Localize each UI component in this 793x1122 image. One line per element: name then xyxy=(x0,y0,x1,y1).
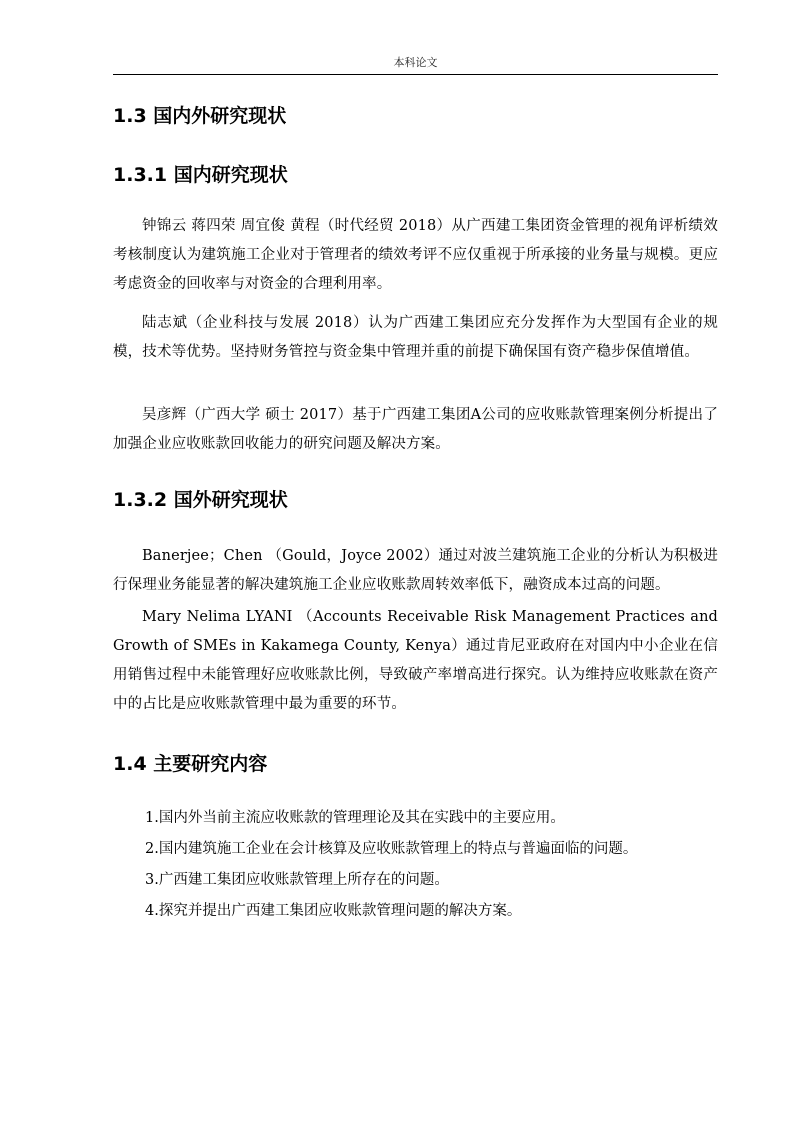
header-rule xyxy=(113,74,718,75)
paragraph-domestic-3: 吴彦辉（广西大学 硕士 2017）基于广西建工集团A公司的应收账款管理案例分析提出了加强企业应收账款回收能力的研究问题及解决方案。 xyxy=(113,407,718,452)
list-item: 4.探究并提出广西建工集团应收账款管理问题的解决方案。 xyxy=(145,903,522,919)
section-heading-1-4: 1.4 主要研究内容 xyxy=(113,753,268,775)
page-header: 本科论文 xyxy=(393,56,438,69)
paragraph-foreign-2: Mary Nelima LYANI （Accounts Receivable Risk Management Practices and Growth of SMEs in Kakamega County, Kenya）通过肯尼亚政府在对国内中小企业在信用销售过程中未能管理好应收账款比例，导致破产率增高进行探究。认为维持应收账款在资产中的占比是应收账款管理中最为重要的环节。 xyxy=(113,609,718,712)
section-heading-1-3: 1.3 国内外研究现状 xyxy=(113,105,287,127)
paragraph-foreign-1: Banerjee；Chen （Gould，Joyce 2002）通过对波兰建筑施工企业的分析认为积极进行保理业务能显著的解决建筑施工企业应收账款周转效率低下，融资成本过高的问题。 xyxy=(113,548,718,593)
subsection-heading-1-3-1: 1.3.1 国内研究现状 xyxy=(113,164,288,186)
list-item: 2.国内建筑施工企业在会计核算及应收账款管理上的特点与普遍面临的问题。 xyxy=(145,841,638,857)
list-item: 1.国内外当前主流应收账款的管理理论及其在实践中的主要应用。 xyxy=(145,810,565,826)
list-item: 3.广西建工集团应收账款管理上所存在的问题。 xyxy=(145,872,449,888)
subsection-heading-1-3-2: 1.3.2 国外研究现状 xyxy=(113,489,288,511)
paragraph-domestic-2: 陆志斌（企业科技与发展 2018）认为广西建工集团应充分发挥作为大型国有企业的规模，技术等优势。坚持财务管控与资金集中管理并重的前提下确保国有资产稳步保值增值。 xyxy=(113,315,718,360)
paragraph-domestic-1: 钟锦云 蒋四荣 周宜俊 黄程（时代经贸 2018）从广西建工集团资金管理的视角评析绩效考核制度认为建筑施工企业对于管理者的绩效考评不应仅重视于所承接的业务量与规模。更应考虑资金的回收率与对资金的合理利用率。 xyxy=(113,218,718,292)
